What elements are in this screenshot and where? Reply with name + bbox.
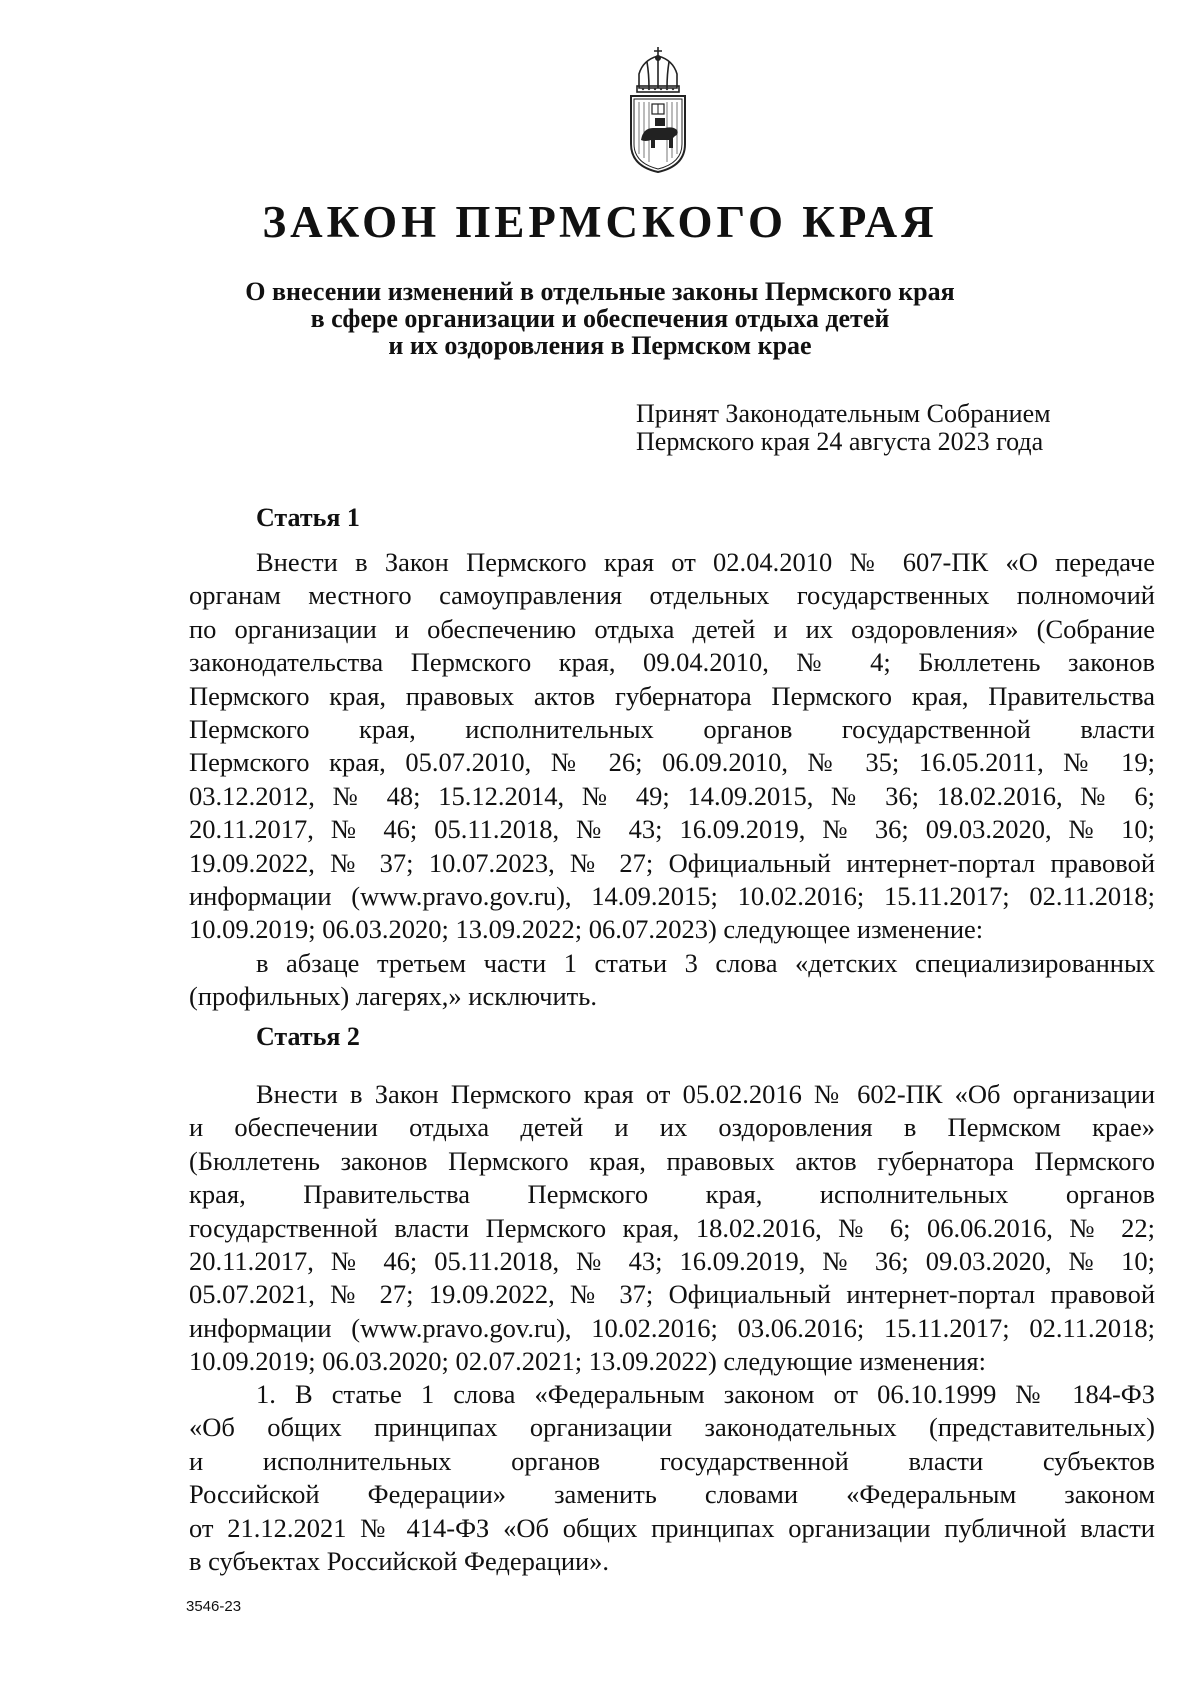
text-line: 1. В статье 1 слова «Федеральным законом от 06.10.1999 № 184-ФЗ	[256, 1379, 1155, 1409]
text-line: Пермского края, исполнительных органов государственной власти	[189, 714, 1155, 745]
text-line: (Бюллетень законов Пермского края, правовых актов губернатора Пермского	[189, 1145, 1155, 1176]
adoption-line: Принят Законодательным Собранием	[636, 399, 1051, 428]
text-line: государственной власти Пермского края, 18.02.2016, № 6; 06.06.2016, № 22;	[189, 1212, 1155, 1243]
article-2-paragraph-1	[189, 1078, 1155, 1379]
article-2-heading: Статья 2	[256, 1022, 360, 1051]
text-line: 20.11.2017, № 46; 05.11.2018, № 43; 16.09.2019, № 36; 09.03.2020, № 10;	[189, 814, 1155, 845]
text-line: края, Правительства Пермского края, исполнительных органов	[189, 1179, 1155, 1210]
text-line: органам местного самоуправления отдельных государственных полномочий	[189, 580, 1155, 611]
adoption-line: Пермского края 24 августа 2023 года	[636, 427, 1044, 456]
text-line: от 21.12.2021 № 414-ФЗ «Об общих принципах организации публичной власти	[189, 1512, 1155, 1543]
text-line: 10.09.2019; 06.03.2020; 02.07.2021; 13.09.2022) следующие изменения:	[189, 1346, 986, 1377]
document-number: 3546-23	[186, 1598, 242, 1615]
text-line: и исполнительных органов государственной власти субъектов	[189, 1445, 1155, 1476]
text-line: и обеспечении отдыха детей и их оздоровления в Пермском крае»	[189, 1112, 1155, 1143]
text-line: по организации и обеспечению отдыха детей и их оздоровления» (Собрание	[189, 613, 1155, 644]
text-line: Внести в Закон Пермского края от 02.04.2010 № 607-ПК «О передаче	[256, 547, 1155, 577]
article-1-paragraph-2	[189, 947, 1155, 1014]
text-line: «Об общих принципах организации законодательных (представительных)	[189, 1412, 1155, 1443]
subtitle-line: и их оздоровления в Пермском крае	[388, 331, 812, 360]
article-2-paragraph-2	[189, 1378, 1155, 1578]
text-line: в абзаце третьем части 1 статьи 3 слова «детских специализированных	[256, 948, 1155, 978]
subtitle-line: О внесении изменений в отдельные законы Пермского края	[245, 277, 955, 306]
text-line: в субъектах Российской Федерации».	[189, 1546, 610, 1577]
text-line: 05.07.2021, № 27; 19.09.2022, № 37; Официальный интернет-портал правовой	[189, 1279, 1155, 1310]
perm-krai-coat-of-arms-icon	[625, 44, 691, 174]
text-line: 19.09.2022, № 37; 10.07.2023, № 27; Официальный интернет-портал правовой	[189, 847, 1155, 878]
text-line: информации (www.pravo.gov.ru), 10.02.2016; 03.06.2016; 15.11.2017; 02.11.2018;	[189, 1312, 1155, 1343]
text-line: законодательства Пермского края, 09.04.2010, № 4; Бюллетень законов	[189, 647, 1155, 678]
article-1-paragraph-1	[189, 546, 1155, 947]
text-line: Внести в Закон Пермского края от 05.02.2016 № 602-ПК «Об организации	[256, 1079, 1155, 1109]
law-subtitle	[0, 278, 1200, 359]
text-line: (профильных) лагерях,» исключить.	[189, 981, 597, 1012]
text-line: Российской Федерации» заменить словами «Федеральным законом	[189, 1479, 1155, 1510]
text-line: 03.12.2012, № 48; 15.12.2014, № 49; 14.09.2015, № 36; 18.02.2016, № 6;	[189, 780, 1155, 811]
text-line: 10.09.2019; 06.03.2020; 13.09.2022; 06.07.2023) следующее изменение:	[189, 914, 984, 945]
article-1-heading: Статья 1	[256, 503, 360, 532]
text-line: Пермского края, 05.07.2010, № 26; 06.09.2010, № 35; 16.05.2011, № 19;	[189, 747, 1155, 778]
text-line: 20.11.2017, № 46; 05.11.2018, № 43; 16.09.2019, № 36; 09.03.2020, № 10;	[189, 1246, 1155, 1277]
adoption-note	[636, 400, 1051, 456]
text-line: информации (www.pravo.gov.ru), 14.09.2015; 10.02.2016; 15.11.2017; 02.11.2018;	[189, 881, 1155, 912]
subtitle-line: в сфере организации и обеспечения отдыха детей	[310, 304, 890, 333]
law-title: ЗАКОН ПЕРМСКОГО КРАЯ	[262, 197, 938, 247]
text-line: Пермского края, правовых актов губернатора Пермского края, Правительства	[189, 680, 1155, 711]
